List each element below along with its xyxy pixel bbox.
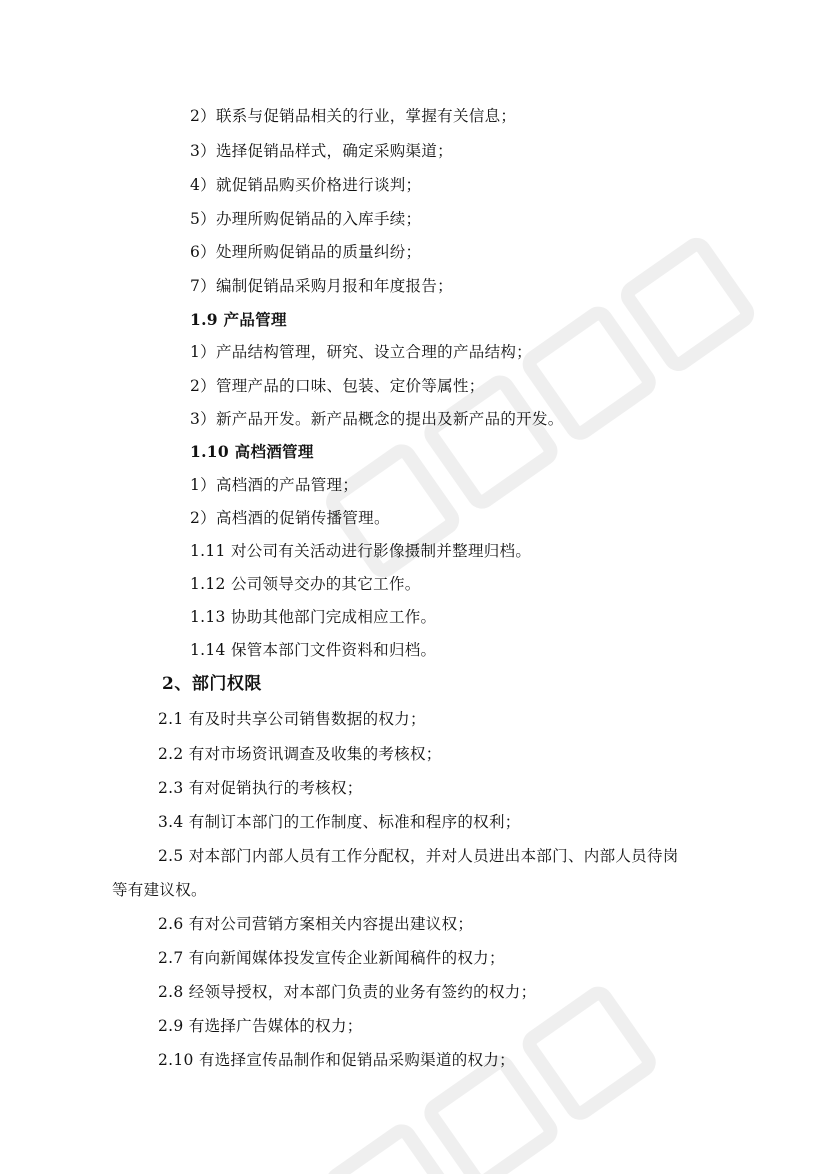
section-heading-2: 2、部门权限 — [162, 674, 262, 694]
list-item: 2.5 对本部门内部人员有工作分配权，并对人员进出本部门、内部人员待岗 — [158, 847, 679, 865]
list-item: 6）处理所购促销品的质量纠纷； — [190, 243, 422, 261]
list-item: 1）高档酒的产品管理； — [190, 476, 359, 494]
list-item: 1.14 保管本部门文件资料和归档。 — [190, 641, 437, 659]
list-item: 5）办理所购促销品的入库手续； — [190, 210, 422, 228]
list-item: 1.13 协助其他部门完成相应工作。 — [190, 608, 437, 626]
list-item: 2.10 有选择宣传品制作和促销品采购渠道的权力； — [158, 1051, 515, 1069]
list-item: 4）就促销品购买价格进行谈判； — [190, 176, 422, 194]
list-item: 1.11 对公司有关活动进行影像摄制并整理归档。 — [190, 542, 532, 560]
list-item: 1.12 公司领导交办的其它工作。 — [190, 575, 421, 593]
list-item: 2.3 有对促销执行的考核权； — [158, 779, 363, 797]
list-item-continuation: 等有建议权。 — [112, 881, 207, 899]
list-item: 2）联系与促销品相关的行业，掌握有关信息； — [190, 107, 517, 125]
list-item: 2.9 有选择广告媒体的权力； — [158, 1017, 363, 1035]
list-item: 2.7 有向新闻媒体投发宣传企业新闻稿件的权力； — [158, 949, 505, 967]
list-item: 1）产品结构管理，研究、设立合理的产品结构； — [190, 343, 532, 361]
list-item: 2.6 有对公司营销方案相关内容提出建议权； — [158, 915, 474, 933]
list-item: 7）编制促销品采购月报和年度报告； — [190, 277, 453, 295]
list-item: 2）高档酒的促销传播管理。 — [190, 509, 390, 527]
list-item: 3）选择促销品样式，确定采购渠道； — [190, 142, 453, 160]
list-item: 2.2 有对市场资讯调查及收集的考核权； — [158, 745, 442, 763]
list-item: 2.8 经领导授权，对本部门负责的业务有签约的权力； — [158, 983, 537, 1001]
section-heading-1-9: 1.9 产品管理 — [190, 310, 287, 329]
list-item: 3.4 有制订本部门的工作制度、标准和程序的权利； — [158, 813, 521, 831]
list-item: 2）管理产品的口味、包装、定价等属性； — [190, 377, 485, 395]
section-heading-1-10: 1.10 高档酒管理 — [190, 442, 314, 461]
list-item: 2.1 有及时共享公司销售数据的权力； — [158, 710, 426, 728]
list-item: 3）新产品开发。新产品概念的提出及新产品的开发。 — [190, 410, 564, 428]
